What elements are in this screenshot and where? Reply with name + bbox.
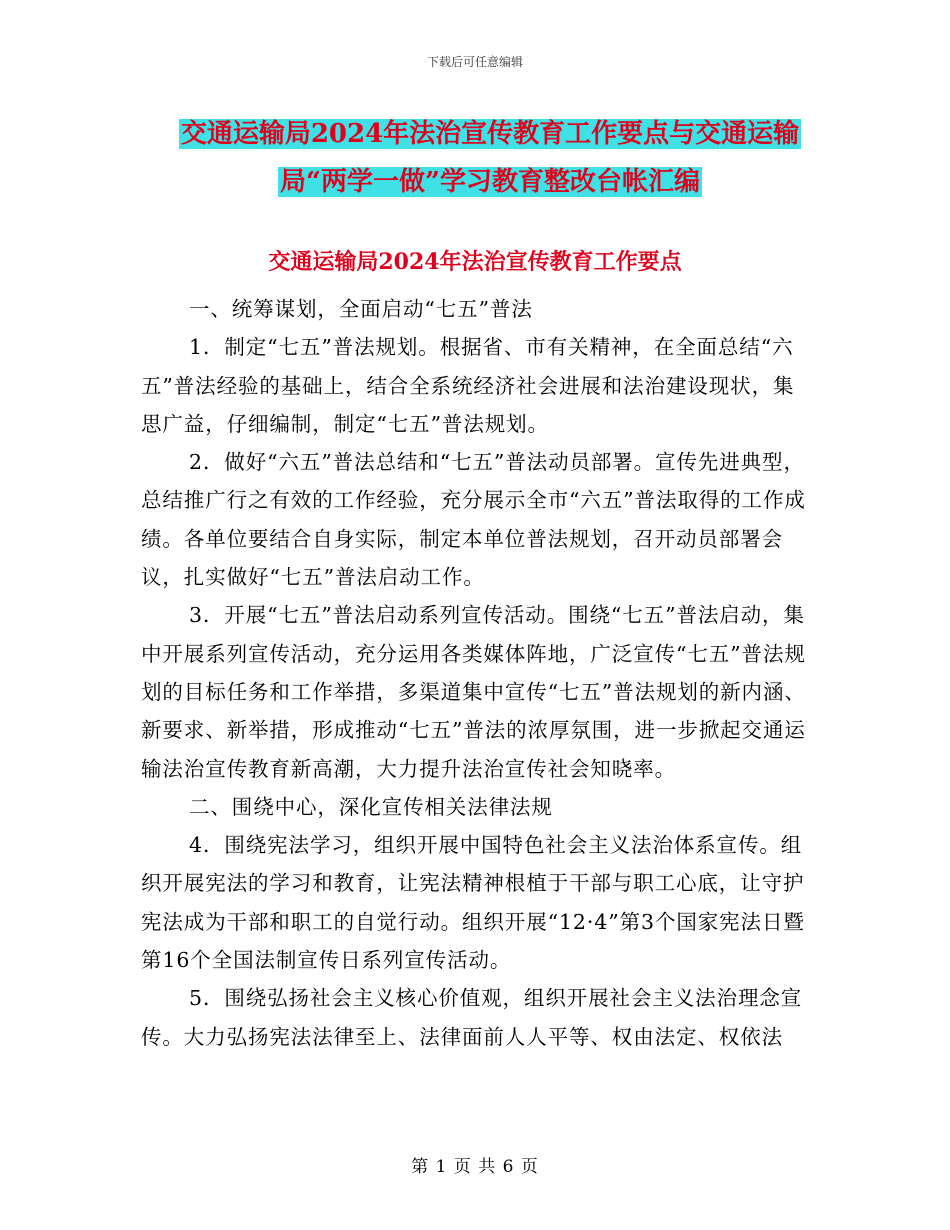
document-title-line-2: 局“两学一做”学习教育整改台帐汇编 [280, 167, 700, 197]
paragraph-5: 5．围绕弘扬社会主义核心价值观，组织开展社会主义法治理念宣传。大力弘扬宪法法律至上、法律面前人人平等、权由法定、权依法 [141, 986, 803, 1049]
heading-1: 一、统筹谋划，全面启动“七五”普法 [189, 297, 533, 321]
page-header-note: 下载后可任意编辑 [426, 55, 523, 69]
page-number-footer: 第 1 页 共 6 页 [411, 1157, 539, 1177]
document-title [140, 110, 840, 206]
paragraph-4: 4．围绕宪法学习，组织开展中国特色社会主义法治体系宣传。组织开展宪法的学习和教育，让宪法精神根植于干部与职工心底，让守护宪法成为干部和职工的自觉行动。组织开展“12·4”第3个国家宪法日暨第16个全国法制宣传日系列宣传活动。 [141, 833, 805, 973]
heading-2: 二、围绕中心，深化宣传相关法律法规 [189, 794, 553, 819]
document-title-line-1: 交通运输局2024年法治宣传教育工作要点与交通运输 [180, 119, 800, 149]
paragraph-1: 1．制定“七五”普法规划。根据省、市有关精神，在全面总结“六五”普法经验的基础上，结合全系统经济社会进展和法治建设现状，集思广益，仔细编制，制定“七五”普法规划。 [141, 335, 795, 436]
section-title: 交通运输局2024年法治宣传教育工作要点 [268, 249, 682, 275]
paragraph-3: 3．开展“七五”普法启动系列宣传活动。围绕“七五”普法启动，集中开展系列宣传活动，充分运用各类媒体阵地，广泛宣传“七五”普法规划的目标任务和工作举措，多渠道集中宣传“七五”普法规划的新内涵、新要求、新举措，形成推动“七五”普法的浓厚氛围，进一步掀起交通运输法治宣传教育新高潮，大力提升法治宣传社会知晓率。 [141, 603, 806, 781]
document-body [141, 290, 813, 1056]
paragraph-2: 2．做好“六五”普法总结和“七五”普法动员部署。宣传先进典型，总结推广行之有效的工作经验，充分展示全市“六五”普法取得的工作成绩。各单位要结合自身实际，制定本单位普法规划，召开动员部署会议，扎实做好“七五”普法启动工作。 [141, 450, 806, 590]
